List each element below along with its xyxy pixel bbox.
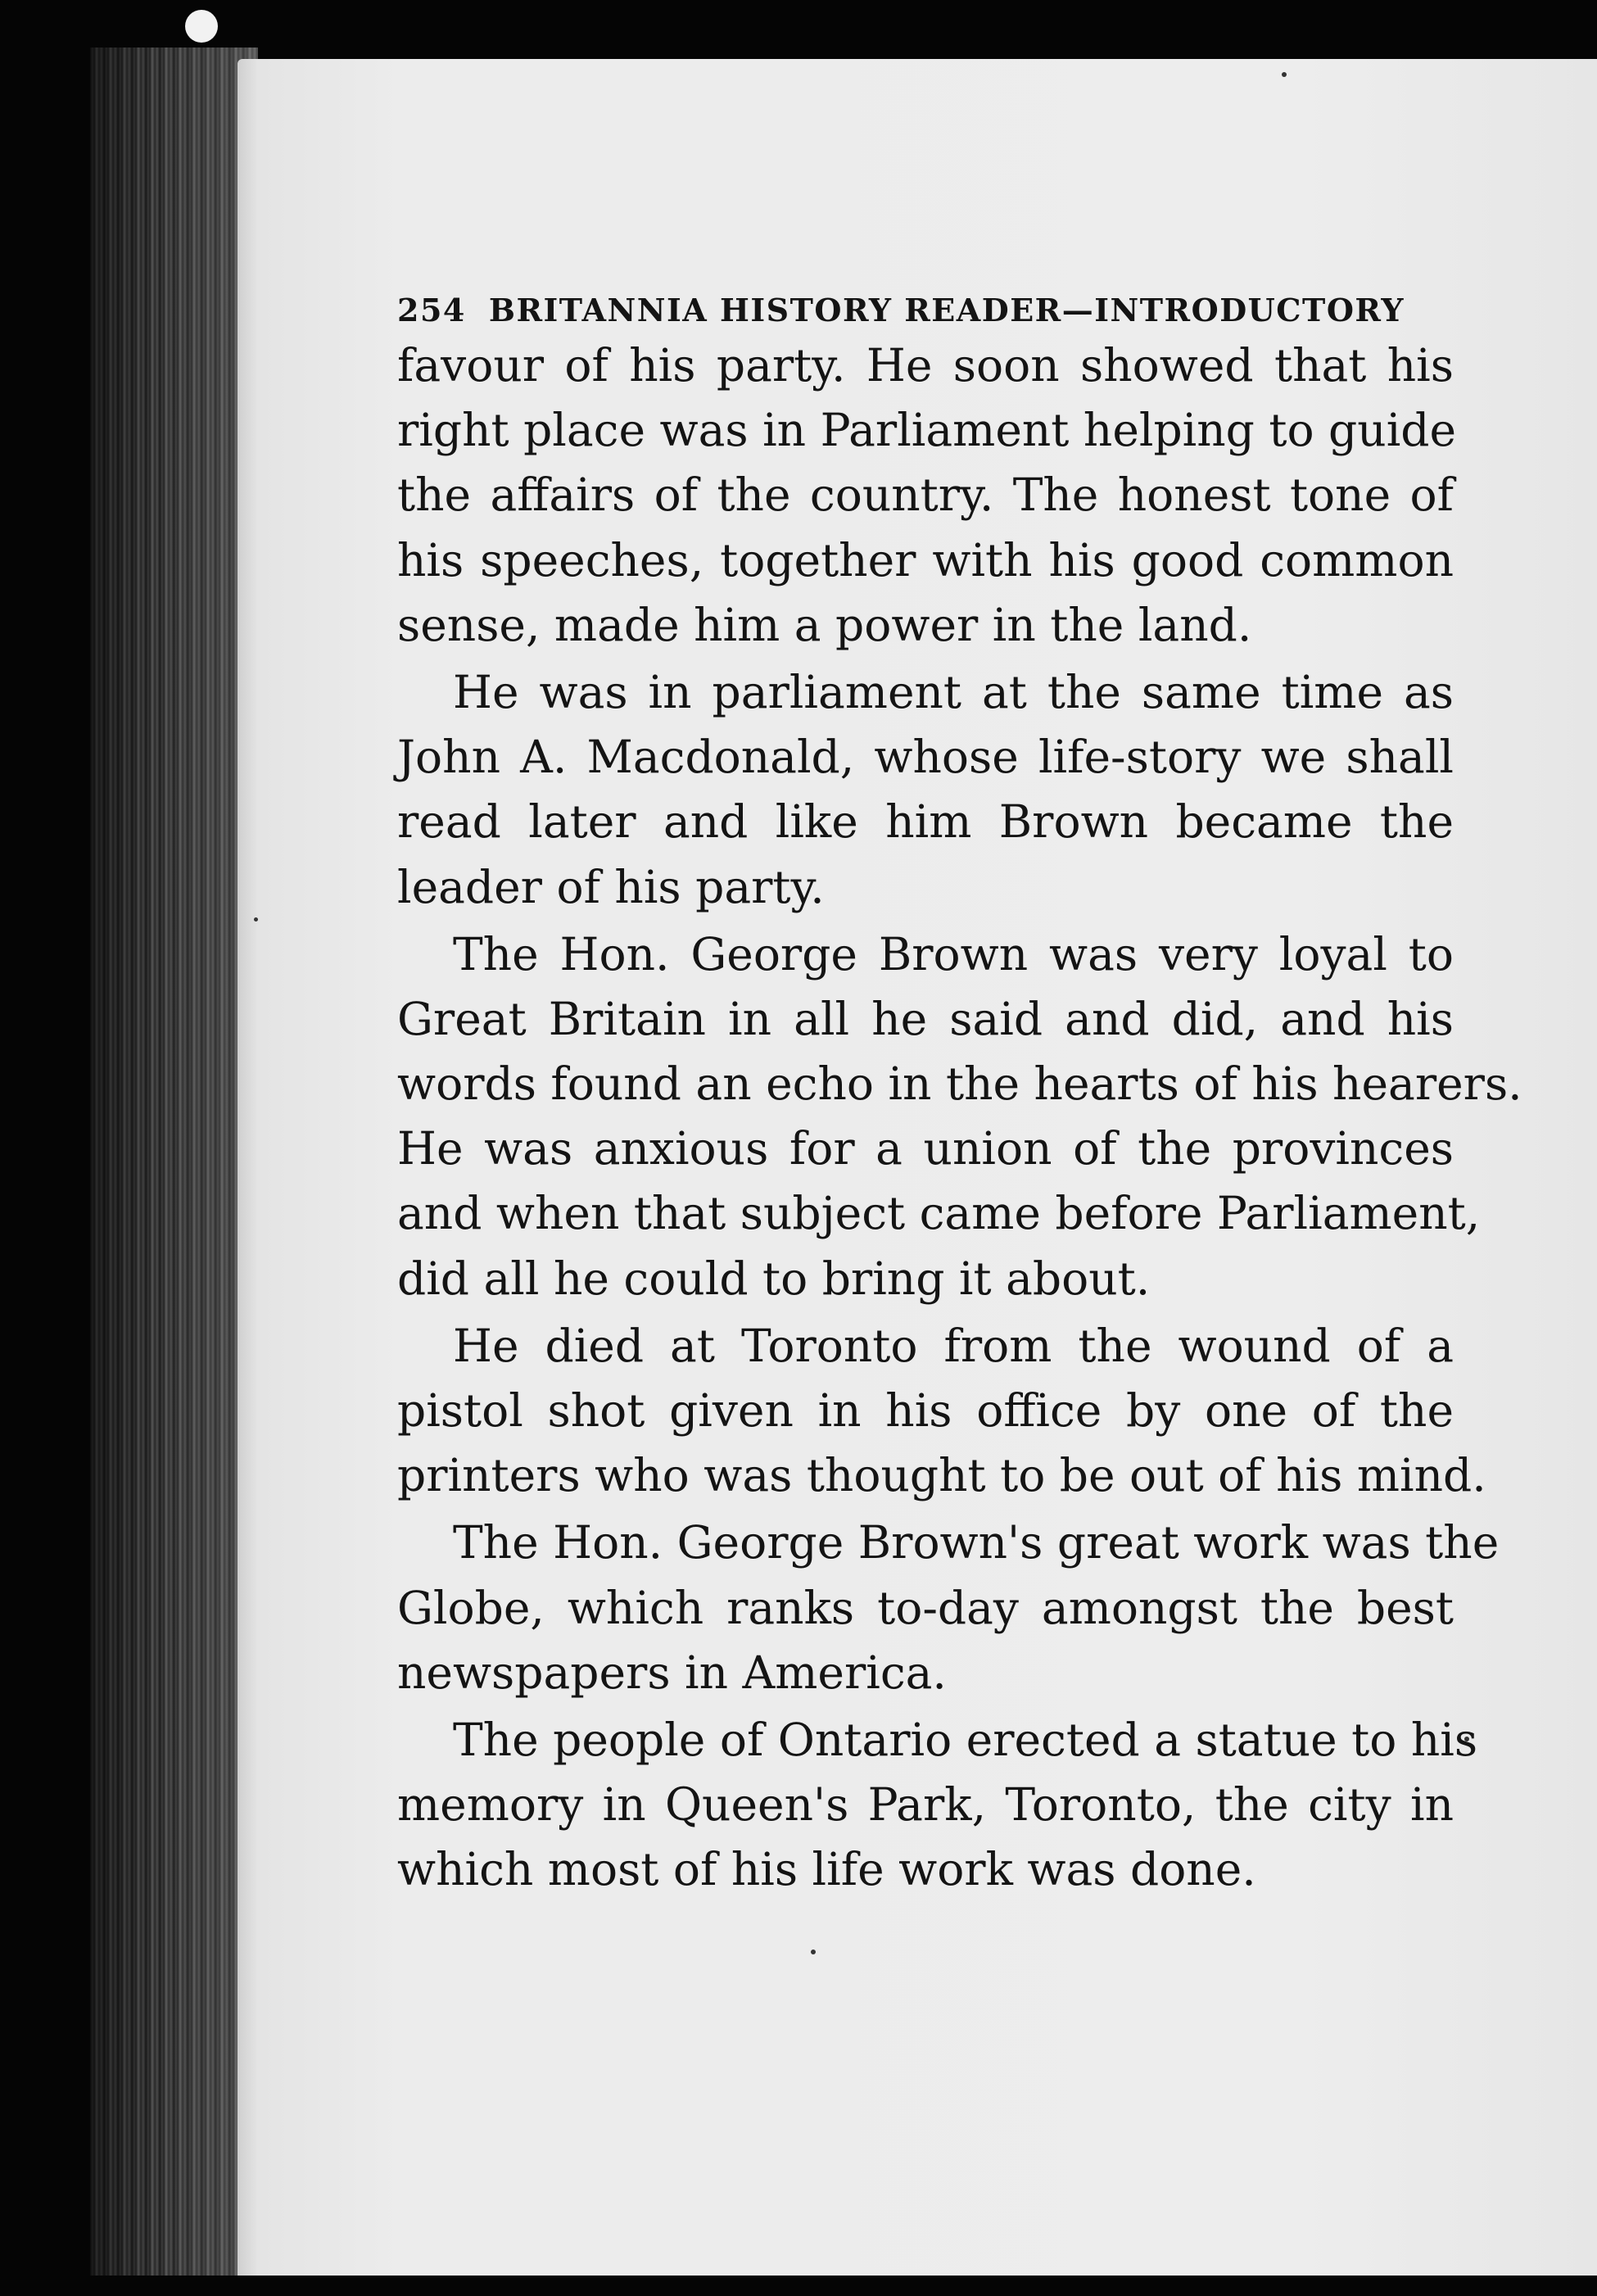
running-head — [397, 291, 1454, 330]
text-line: the affairs of the country. The honest tone of — [397, 469, 1454, 522]
text-line: The Hon. George Brown was very loyal to — [453, 927, 1454, 980]
text-line: He was anxious for a union of the provinces — [397, 1122, 1454, 1175]
text-line: which most of his life work was done. — [397, 1843, 1256, 1896]
text-line: did all he could to bring it about. — [397, 1252, 1151, 1305]
text-line: The Hon. George Brown's great work was the — [453, 1516, 1500, 1569]
text-line: Great Britain in all he said and did, and his — [397, 992, 1454, 1045]
text-line: John A. Macdonald, whose life-story we shall — [397, 731, 1454, 784]
page-number: 254 — [397, 292, 466, 328]
text-line: He died at Toronto from the wound of a — [453, 1319, 1454, 1372]
text-line: favour of his party. He soon showed that his — [397, 339, 1454, 392]
speck — [811, 1950, 816, 1954]
text-line: memory in Queen's Park, Toronto, the city in — [397, 1778, 1454, 1832]
page-body — [397, 291, 1522, 1903]
paragraph — [397, 1708, 1478, 1903]
speck — [254, 917, 258, 922]
paragraph — [397, 1510, 1500, 1705]
text-line: Globe, which ranks to-day amongst the best — [397, 1581, 1454, 1634]
text-line: right place was in Parliament helping to guide — [397, 404, 1457, 457]
text-line: leader of his party. — [397, 860, 825, 913]
text-line: He was in parliament at the same time as — [453, 665, 1454, 718]
binding-hole — [185, 10, 218, 43]
text-line: read later and like him Brown became the — [397, 795, 1454, 849]
paragraph — [397, 1314, 1486, 1509]
text-line: sense, made him a power in the land. — [397, 598, 1252, 651]
text-line: and when that subject came before Parliament, — [397, 1187, 1481, 1240]
book-page-edges — [90, 48, 258, 2276]
text-line: words found an echo in the hearts of his hearers. — [397, 1057, 1522, 1111]
running-title: BRITANNIA HISTORY READER—INTRODUCTORY — [488, 292, 1405, 328]
text-line: printers who was thought to be out of his mind. — [397, 1449, 1486, 1502]
text-line: pistol shot given in his office by one of the — [397, 1384, 1454, 1437]
text-line: newspapers in America. — [397, 1646, 947, 1699]
text-line: The people of Ontario erected a statue to his — [453, 1713, 1478, 1766]
speck — [1282, 72, 1287, 77]
paragraph — [397, 660, 1454, 920]
paragraph — [397, 922, 1522, 1311]
text-line: his speeches, together with his good common — [397, 533, 1454, 586]
paragraph — [397, 333, 1457, 658]
